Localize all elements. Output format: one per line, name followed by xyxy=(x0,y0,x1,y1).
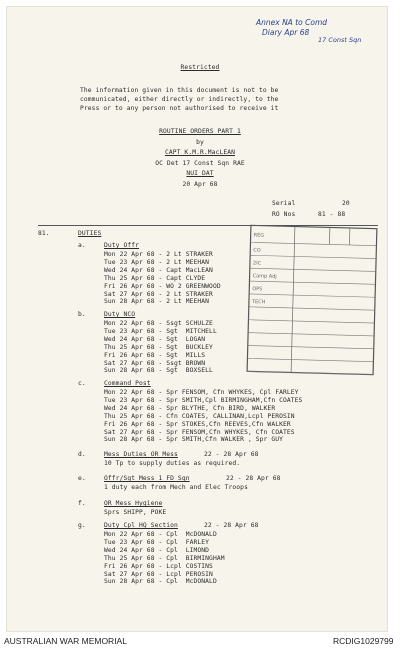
roster-line: Tue 23 Apr 68 - Sgt MITCHELL xyxy=(104,327,217,335)
stamp-row-label: Camp Adj xyxy=(252,273,277,280)
stamp-row-label: TECH xyxy=(251,299,266,306)
handwritten-annotation-line-3: 17 Const Sqn xyxy=(318,36,362,44)
serial-label: Serial xyxy=(272,200,296,207)
duty-date-range: 22 - 28 Apr 68 xyxy=(226,475,281,482)
stamp-row-line xyxy=(250,242,376,245)
distribution-stamp xyxy=(246,224,378,375)
ro-numbers-value: 81 - 88 xyxy=(318,211,346,218)
roster-line: Fri 26 Apr 68 - Spr STOKES,Cfn REEVES,Cfn WALKER xyxy=(104,420,291,428)
stamp-row-line xyxy=(248,320,374,323)
roster-line: Thu 25 Apr 68 - Sgt BUCKLEY xyxy=(104,343,213,351)
section-title: DUTIES xyxy=(78,230,102,237)
ro-numbers-label: RO Nos xyxy=(272,211,296,218)
roster-line: Sprs SHIPP, POKE xyxy=(104,509,167,516)
duty-title: Offr/Sgt Mess 1 FD Sqn xyxy=(104,475,190,482)
roster-line: 1 duty each from Mech and Elec Troops xyxy=(104,484,248,491)
duty-letter: c. xyxy=(78,380,86,387)
duty-title: Mess Duties OR Mess xyxy=(104,451,178,458)
duty-letter: b. xyxy=(78,311,86,318)
roster-line: Tue 23 Apr 68 - Cpl FARLEY xyxy=(104,538,210,546)
orders-title: ROUTINE ORDERS PART 1 xyxy=(159,128,241,135)
stamp-row-line xyxy=(249,294,375,297)
roster-line: Wed 24 Apr 68 - Sgt LOGAN xyxy=(104,335,206,343)
roster-line: Thu 25 Apr 68 - Cfn COATES, CALLINAN,Lcpl PEROSIN xyxy=(104,412,295,420)
notice-line-2: communicated, either directly or indirectly, to the xyxy=(80,96,279,103)
roster-line: Sun 28 Apr 68 - 2 Lt MEEHAN xyxy=(104,298,210,306)
roster-line: 10 Tp to supply duties as required. xyxy=(104,460,241,467)
handwritten-annotation-line-1: Annex NA to Comd xyxy=(256,18,328,27)
handwritten-annotation-line-2: Diary Apr 68 xyxy=(262,28,310,37)
duty-title: Duty Offr xyxy=(104,242,140,249)
notice-line-1: The information given in this document is not to be xyxy=(80,87,279,94)
roster-line: Sat 27 Apr 68 - Spr FENSOM,Cfn WHYKES, Cfn COATES xyxy=(104,428,295,436)
stamp-row-label: 2IC xyxy=(252,260,262,267)
roster-line: Tue 23 Apr 68 - Spr SMITH,Cpl BIRMINGHAM,Cfn COATES xyxy=(104,396,303,404)
serial-value: 20 xyxy=(342,200,350,207)
roster-line: Fri 26 Apr 68 - Lcpl COSTINS xyxy=(104,562,213,570)
notice-line-3: Press or to any person not authorised to receive it xyxy=(80,105,279,112)
orders-by: by xyxy=(196,139,204,146)
footer-reference: RCDIG1029799 xyxy=(333,636,394,646)
stamp-row-label: CO xyxy=(253,247,261,254)
roster-line: Wed 24 Apr 68 - Cpl LIMOND xyxy=(104,546,210,554)
roster-line: Sun 28 Apr 68 - Sgt BOXSELL xyxy=(104,367,213,375)
roster-line: Wed 24 Apr 68 - Capt MacLEAN xyxy=(104,266,213,274)
location: NUI DAT xyxy=(186,170,214,177)
orders-date: 20 Apr 68 xyxy=(182,181,218,188)
duty-letter: f. xyxy=(78,500,86,507)
roster-line: Fri 26 Apr 68 - Sgt MILLS xyxy=(104,351,206,359)
stamp-row-line xyxy=(249,281,375,284)
stamp-row-line xyxy=(248,333,374,336)
roster-line: Sun 28 Apr 68 - Cpl McDONALD xyxy=(104,578,217,586)
unit-name: OC Det 17 Const Sqn RAE xyxy=(155,160,245,167)
commanding-officer: CAPT K.M.R.MacLEAN xyxy=(164,149,236,156)
stamp-row-line xyxy=(250,255,376,258)
classification-label: Restricted xyxy=(180,64,220,71)
duty-date-range: 22 - 28 Apr 68 xyxy=(204,451,259,458)
stamp-row-line xyxy=(249,307,375,310)
roster-line: Sat 27 Apr 68 - 2 Lt STRAKER xyxy=(104,290,213,298)
roster-line: Mon 22 Apr 68 - Ssgt SCHULZE xyxy=(104,320,213,327)
roster-line: Sun 28 Apr 68 - Spr SMITH,Cfn WALKER , Spr GUY xyxy=(104,436,283,444)
section-number: 81. xyxy=(38,230,50,237)
roster-line: Thu 25 Apr 68 - Capt CLYDE xyxy=(104,274,206,282)
roster-line: Mon 22 Apr 68 - 2 Lt STRAKER xyxy=(104,251,213,258)
footer-source: AUSTRALIAN WAR MEMORIAL xyxy=(4,636,127,646)
duty-letter: e. xyxy=(78,475,86,482)
roster-line: Sat 27 Apr 68 - Lcpl PEROSIN xyxy=(104,570,213,578)
duty-date-range: 22 - 28 Apr 68 xyxy=(204,522,259,529)
duty-letter: g. xyxy=(78,522,86,529)
stamp-row-line xyxy=(250,268,376,271)
stamp-row-line xyxy=(247,358,373,361)
stamp-row-line xyxy=(248,346,374,349)
duty-letter: a. xyxy=(78,242,86,249)
roster-line: Mon 22 Apr 68 - Cpl McDONALD xyxy=(104,531,217,538)
duty-title: Duty Cpl HQ Section xyxy=(104,522,178,529)
roster-line: Mon 22 Apr 68 - Spr FENSOM, Cfn WHYKES, Cpl FARLEY xyxy=(104,389,299,396)
duty-letter: d. xyxy=(78,451,86,458)
stamp-header-label: REG xyxy=(253,232,265,239)
roster-line: Wed 24 Apr 68 - Spr BLYTHE, Cfn BIRD, WALKER xyxy=(104,404,276,412)
duty-title: Command Post xyxy=(104,380,151,387)
roster-line: Tue 23 Apr 68 - 2 Lt MEEHAN xyxy=(104,258,210,266)
duty-title: Duty NCO xyxy=(104,311,136,318)
stamp-row-label: OPS xyxy=(252,286,263,293)
roster-line: Sat 27 Apr 68 - Ssgt BROWN xyxy=(104,359,206,367)
roster-line: Fri 26 Apr 68 - WO 2 GREENWOOD xyxy=(104,282,221,290)
roster-line: Thu 25 Apr 68 - Cpl BIRMINGHAM xyxy=(104,554,225,562)
duty-title: OR Mess Hygiene xyxy=(104,500,163,507)
